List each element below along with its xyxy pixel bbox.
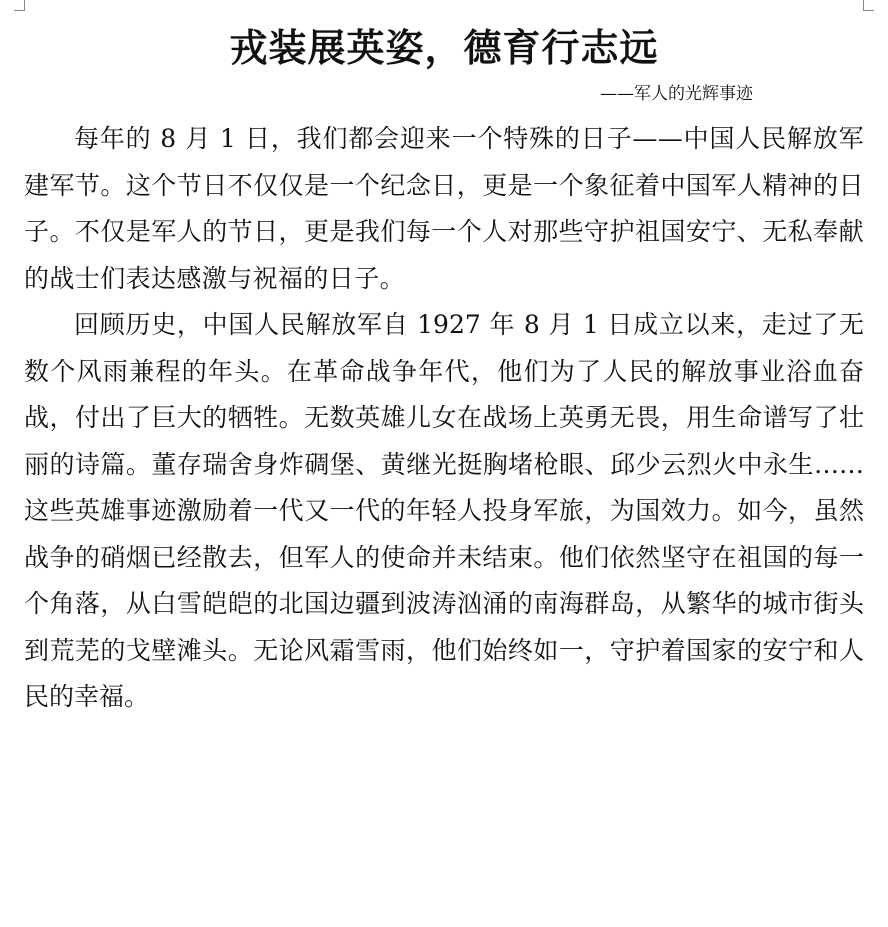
document-body (24, 116, 864, 721)
paragraph-2: 回顾历史，中国人民解放军自 1927 年 8 月 1 日成立以来，走过了无数个风雨兼程的年头。在革命战争年代，他们为了人民的解放事业浴血奋战，付出了巨大的牺牲。无数英雄儿女在战场上英勇无畏，用生命谱写了壮丽的诗篇。董存瑞舍身炸碉堡、黄继光挺胸堵枪眼、邱少云烈火中永生……这些英雄事迹激励着一代又一代的年轻人投身军旅，为国效力。如今，虽然战争的硝烟已经散去，但军人的使命并未结束。他们依然坚守在祖国的每一个角落，从白雪皑皑的北国边疆到波涛汹涌的南海群岛，从繁华的城市街头到荒芜的戈壁滩头。无论风霜雪雨，他们始终如一，守护着国家的安宁和人民的幸福。 (24, 310, 864, 711)
document-title: 戎装展英姿，德育行志远 (229, 25, 659, 70)
document-subtitle: ——军人的光辉事迹 (600, 84, 753, 104)
page-corner-mark-left (14, 0, 25, 11)
page-corner-mark-right (863, 0, 874, 11)
paragraph-1: 每年的 8 月 1 日，我们都会迎来一个特殊的日子——中国人民解放军建军节。这个节日不仅仅是一个纪念日，更是一个象征着中国军人精神的日子。不仅是军人的节日，更是我们每一个人对那些守护祖国安宁、无私奉献的战士们表达感激与祝福的日子。 (24, 124, 864, 293)
